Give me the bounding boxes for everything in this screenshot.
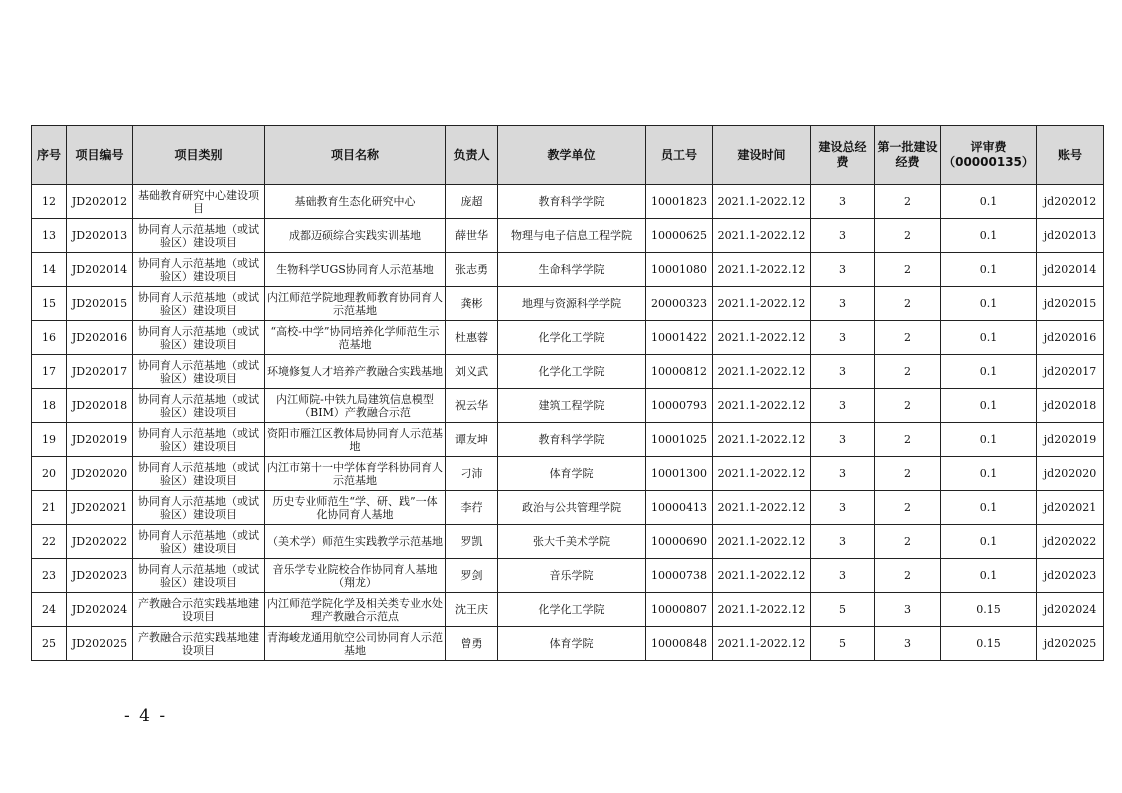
- table-row: [32, 287, 1104, 321]
- cell-leader: 张志勇: [446, 253, 498, 287]
- cell-project-name: 内江师院-中铁九局建筑信息模型（BIM）产教融合示范: [265, 389, 446, 423]
- cell-employee-id: 10000738: [646, 559, 713, 593]
- cell-project-category: 产教融合示范实践基地建设项目: [133, 593, 265, 627]
- cell-review-fee: 0.1: [941, 355, 1037, 389]
- cell-index: 20: [32, 457, 67, 491]
- cell-index: 25: [32, 627, 67, 661]
- header-review-fee: 评审费（00000135）: [941, 126, 1037, 185]
- cell-total-funding: 3: [811, 423, 875, 457]
- header-employee-id: 员工号: [646, 126, 713, 185]
- cell-project-name: 历史专业师范生“学、研、践”一体化协同育人基地: [265, 491, 446, 525]
- cell-review-fee: 0.1: [941, 525, 1037, 559]
- cell-teaching-unit: 化学化工学院: [498, 321, 646, 355]
- cell-build-period: 2021.1-2022.12: [713, 559, 811, 593]
- cell-review-fee: 0.1: [941, 423, 1037, 457]
- cell-employee-id: 10001025: [646, 423, 713, 457]
- cell-total-funding: 3: [811, 253, 875, 287]
- cell-project-category: 协同育人示范基地（或试验区）建设项目: [133, 321, 265, 355]
- cell-first-batch-funding: 2: [875, 389, 941, 423]
- cell-leader: 杜惠蓉: [446, 321, 498, 355]
- cell-review-fee: 0.1: [941, 491, 1037, 525]
- cell-employee-id: 10000812: [646, 355, 713, 389]
- cell-teaching-unit: 张大千美术学院: [498, 525, 646, 559]
- cell-index: 13: [32, 219, 67, 253]
- table-row: [32, 627, 1104, 661]
- cell-employee-id: 20000323: [646, 287, 713, 321]
- cell-teaching-unit: 化学化工学院: [498, 355, 646, 389]
- cell-build-period: 2021.1-2022.12: [713, 593, 811, 627]
- cell-review-fee: 0.1: [941, 219, 1037, 253]
- cell-project-code: JD202022: [67, 525, 133, 559]
- cell-review-fee: 0.1: [941, 253, 1037, 287]
- header-teaching-unit: 教学单位: [498, 126, 646, 185]
- cell-total-funding: 3: [811, 355, 875, 389]
- cell-project-code: JD202023: [67, 559, 133, 593]
- cell-index: 15: [32, 287, 67, 321]
- cell-project-category: 协同育人示范基地（或试验区）建设项目: [133, 423, 265, 457]
- cell-employee-id: 10001422: [646, 321, 713, 355]
- cell-employee-id: 10000807: [646, 593, 713, 627]
- cell-build-period: 2021.1-2022.12: [713, 253, 811, 287]
- table-row: [32, 253, 1104, 287]
- cell-review-fee: 0.15: [941, 627, 1037, 661]
- cell-project-name: 生物科学UGS协同育人示范基地: [265, 253, 446, 287]
- cell-leader: 祝云华: [446, 389, 498, 423]
- cell-employee-id: 10001300: [646, 457, 713, 491]
- cell-project-code: JD202012: [67, 185, 133, 219]
- header-account: 账号: [1037, 126, 1104, 185]
- cell-build-period: 2021.1-2022.12: [713, 627, 811, 661]
- cell-build-period: 2021.1-2022.12: [713, 355, 811, 389]
- cell-first-batch-funding: 3: [875, 593, 941, 627]
- cell-leader: 刁沛: [446, 457, 498, 491]
- cell-review-fee: 0.1: [941, 321, 1037, 355]
- cell-review-fee: 0.1: [941, 457, 1037, 491]
- cell-review-fee: 0.1: [941, 559, 1037, 593]
- cell-total-funding: 3: [811, 389, 875, 423]
- cell-project-name: 资阳市雁江区教体局协同育人示范基地: [265, 423, 446, 457]
- cell-leader: 庞超: [446, 185, 498, 219]
- table-header-row: [32, 126, 1104, 185]
- cell-project-category: 协同育人示范基地（或试验区）建设项目: [133, 559, 265, 593]
- cell-account: jd202022: [1037, 525, 1104, 559]
- cell-review-fee: 0.1: [941, 287, 1037, 321]
- cell-account: jd202017: [1037, 355, 1104, 389]
- cell-project-code: JD202017: [67, 355, 133, 389]
- cell-account: jd202021: [1037, 491, 1104, 525]
- table-row: [32, 321, 1104, 355]
- cell-first-batch-funding: 2: [875, 457, 941, 491]
- cell-index: 24: [32, 593, 67, 627]
- cell-build-period: 2021.1-2022.12: [713, 491, 811, 525]
- cell-project-category: 协同育人示范基地（或试验区）建设项目: [133, 253, 265, 287]
- cell-teaching-unit: 化学化工学院: [498, 593, 646, 627]
- cell-account: jd202024: [1037, 593, 1104, 627]
- cell-review-fee: 0.15: [941, 593, 1037, 627]
- cell-index: 16: [32, 321, 67, 355]
- cell-employee-id: 10001823: [646, 185, 713, 219]
- cell-index: 21: [32, 491, 67, 525]
- cell-build-period: 2021.1-2022.12: [713, 287, 811, 321]
- cell-employee-id: 10001080: [646, 253, 713, 287]
- cell-project-name: 内江师范学院化学及相关类专业水处理产教融合示范点: [265, 593, 446, 627]
- cell-employee-id: 10000413: [646, 491, 713, 525]
- cell-project-category: 协同育人示范基地（或试验区）建设项目: [133, 389, 265, 423]
- cell-first-batch-funding: 3: [875, 627, 941, 661]
- cell-account: jd202020: [1037, 457, 1104, 491]
- table-row: [32, 491, 1104, 525]
- cell-leader: 罗剑: [446, 559, 498, 593]
- table-row: [32, 389, 1104, 423]
- cell-total-funding: 3: [811, 559, 875, 593]
- cell-teaching-unit: 生命科学学院: [498, 253, 646, 287]
- header-project-category: 项目类别: [133, 126, 265, 185]
- cell-first-batch-funding: 2: [875, 559, 941, 593]
- cell-project-code: JD202014: [67, 253, 133, 287]
- cell-build-period: 2021.1-2022.12: [713, 457, 811, 491]
- cell-index: 23: [32, 559, 67, 593]
- cell-project-code: JD202021: [67, 491, 133, 525]
- cell-project-name: （美术学）师范生实践教学示范基地: [265, 525, 446, 559]
- cell-teaching-unit: 建筑工程学院: [498, 389, 646, 423]
- cell-project-category: 协同育人示范基地（或试验区）建设项目: [133, 219, 265, 253]
- cell-first-batch-funding: 2: [875, 219, 941, 253]
- header-leader: 负责人: [446, 126, 498, 185]
- cell-project-name: 音乐学专业院校合作协同育人基地（翔龙）: [265, 559, 446, 593]
- cell-account: jd202025: [1037, 627, 1104, 661]
- cell-employee-id: 10000625: [646, 219, 713, 253]
- cell-project-category: 协同育人示范基地（或试验区）建设项目: [133, 491, 265, 525]
- cell-leader: 刘义武: [446, 355, 498, 389]
- table-row: [32, 219, 1104, 253]
- cell-teaching-unit: 物理与电子信息工程学院: [498, 219, 646, 253]
- cell-build-period: 2021.1-2022.12: [713, 389, 811, 423]
- cell-project-code: JD202019: [67, 423, 133, 457]
- cell-first-batch-funding: 2: [875, 287, 941, 321]
- cell-account: jd202013: [1037, 219, 1104, 253]
- cell-leader: 沈王庆: [446, 593, 498, 627]
- cell-index: 14: [32, 253, 67, 287]
- header-first-batch-funding: 第一批建设经费: [875, 126, 941, 185]
- cell-project-category: 产教融合示范实践基地建设项目: [133, 627, 265, 661]
- cell-build-period: 2021.1-2022.12: [713, 219, 811, 253]
- cell-total-funding: 3: [811, 457, 875, 491]
- cell-total-funding: 3: [811, 219, 875, 253]
- cell-leader: 罗凯: [446, 525, 498, 559]
- cell-account: jd202023: [1037, 559, 1104, 593]
- cell-leader: 曾勇: [446, 627, 498, 661]
- cell-review-fee: 0.1: [941, 185, 1037, 219]
- cell-leader: 龚彬: [446, 287, 498, 321]
- cell-index: 18: [32, 389, 67, 423]
- cell-total-funding: 3: [811, 287, 875, 321]
- cell-total-funding: 3: [811, 185, 875, 219]
- cell-project-code: JD202025: [67, 627, 133, 661]
- cell-employee-id: 10000848: [646, 627, 713, 661]
- table-row: [32, 559, 1104, 593]
- cell-employee-id: 10000690: [646, 525, 713, 559]
- cell-account: jd202014: [1037, 253, 1104, 287]
- page-number: - 4 -: [124, 706, 168, 726]
- table-body: [32, 185, 1104, 661]
- cell-build-period: 2021.1-2022.12: [713, 423, 811, 457]
- table-row: [32, 457, 1104, 491]
- cell-project-category: 协同育人示范基地（或试验区）建设项目: [133, 355, 265, 389]
- cell-teaching-unit: 音乐学院: [498, 559, 646, 593]
- cell-index: 12: [32, 185, 67, 219]
- cell-index: 22: [32, 525, 67, 559]
- cell-teaching-unit: 教育科学学院: [498, 185, 646, 219]
- cell-project-category: 协同育人示范基地（或试验区）建设项目: [133, 525, 265, 559]
- cell-build-period: 2021.1-2022.12: [713, 185, 811, 219]
- cell-account: jd202015: [1037, 287, 1104, 321]
- table-row: [32, 525, 1104, 559]
- cell-total-funding: 3: [811, 321, 875, 355]
- cell-leader: 李荇: [446, 491, 498, 525]
- cell-first-batch-funding: 2: [875, 185, 941, 219]
- cell-teaching-unit: 政治与公共管理学院: [498, 491, 646, 525]
- cell-project-name: 青海峻龙通用航空公司协同育人示范基地: [265, 627, 446, 661]
- cell-account: jd202019: [1037, 423, 1104, 457]
- cell-total-funding: 3: [811, 491, 875, 525]
- cell-project-code: JD202024: [67, 593, 133, 627]
- cell-project-name: “高校-中学”协同培养化学师范生示范基地: [265, 321, 446, 355]
- cell-account: jd202018: [1037, 389, 1104, 423]
- cell-project-name: 内江市第十一中学体育学科协同育人示范基地: [265, 457, 446, 491]
- cell-total-funding: 5: [811, 627, 875, 661]
- cell-project-code: JD202016: [67, 321, 133, 355]
- cell-build-period: 2021.1-2022.12: [713, 525, 811, 559]
- cell-teaching-unit: 教育科学学院: [498, 423, 646, 457]
- header-project-name: 项目名称: [265, 126, 446, 185]
- table-row: [32, 185, 1104, 219]
- cell-index: 19: [32, 423, 67, 457]
- project-table: [31, 125, 1104, 661]
- table-row: [32, 355, 1104, 389]
- cell-project-code: JD202018: [67, 389, 133, 423]
- cell-project-code: JD202020: [67, 457, 133, 491]
- cell-project-category: 协同育人示范基地（或试验区）建设项目: [133, 287, 265, 321]
- cell-teaching-unit: 地理与资源科学学院: [498, 287, 646, 321]
- cell-leader: 薛世华: [446, 219, 498, 253]
- cell-project-category: 协同育人示范基地（或试验区）建设项目: [133, 457, 265, 491]
- cell-teaching-unit: 体育学院: [498, 627, 646, 661]
- cell-first-batch-funding: 2: [875, 525, 941, 559]
- cell-account: jd202016: [1037, 321, 1104, 355]
- cell-project-name: 基础教育生态化研究中心: [265, 185, 446, 219]
- cell-first-batch-funding: 2: [875, 321, 941, 355]
- cell-employee-id: 10000793: [646, 389, 713, 423]
- header-build-period: 建设时间: [713, 126, 811, 185]
- cell-teaching-unit: 体育学院: [498, 457, 646, 491]
- cell-build-period: 2021.1-2022.12: [713, 321, 811, 355]
- cell-total-funding: 3: [811, 525, 875, 559]
- cell-first-batch-funding: 2: [875, 355, 941, 389]
- cell-project-name: 成都迈硕综合实践实训基地: [265, 219, 446, 253]
- cell-project-name: 内江师范学院地理教师教育协同育人示范基地: [265, 287, 446, 321]
- cell-first-batch-funding: 2: [875, 491, 941, 525]
- table-row: [32, 423, 1104, 457]
- cell-index: 17: [32, 355, 67, 389]
- header-total-funding: 建设总经费: [811, 126, 875, 185]
- table-row: [32, 593, 1104, 627]
- cell-project-category: 基础教育研究中心建设项目: [133, 185, 265, 219]
- header-index: 序号: [32, 126, 67, 185]
- header-project-code: 项目编号: [67, 126, 133, 185]
- cell-leader: 谭友坤: [446, 423, 498, 457]
- cell-project-code: JD202015: [67, 287, 133, 321]
- cell-first-batch-funding: 2: [875, 423, 941, 457]
- cell-total-funding: 5: [811, 593, 875, 627]
- cell-first-batch-funding: 2: [875, 253, 941, 287]
- cell-review-fee: 0.1: [941, 389, 1037, 423]
- cell-account: jd202012: [1037, 185, 1104, 219]
- cell-project-code: JD202013: [67, 219, 133, 253]
- cell-project-name: 环境修复人才培养产教融合实践基地: [265, 355, 446, 389]
